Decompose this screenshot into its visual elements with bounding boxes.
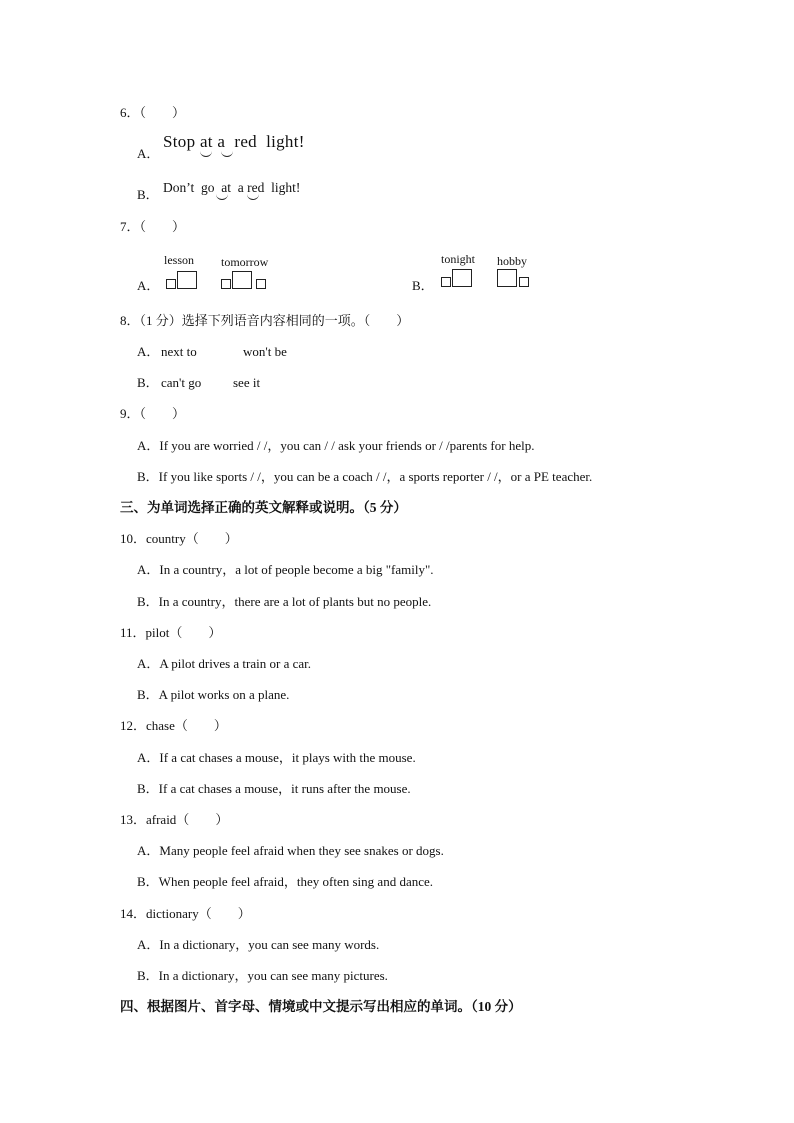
q7-b-w2-box-2 bbox=[519, 277, 529, 287]
q6-number: 6．（ bbox=[120, 105, 147, 120]
q6-b-link-arc-2 bbox=[247, 193, 259, 200]
q13-number: 13．afraid（ bbox=[120, 812, 190, 827]
q12-number: 12．chase（ bbox=[120, 718, 188, 733]
q7-a-word2: tomorrow bbox=[221, 255, 269, 269]
q6-a-link-arc-2 bbox=[221, 150, 233, 157]
q7-option-b[interactable] bbox=[412, 251, 552, 291]
q14-number: 14．dictionary（ bbox=[120, 906, 212, 921]
q11-option-b[interactable]: B．A pilot works on a plane. bbox=[137, 687, 290, 702]
q8-stem: 8．（1 分）选择下列语音内容相同的一项。（ ） bbox=[120, 313, 410, 328]
q12-stem bbox=[120, 718, 227, 734]
q14-option-b[interactable]: B．In a dictionary，you can see many pictures. bbox=[137, 968, 388, 983]
q8-option-a[interactable] bbox=[137, 344, 287, 360]
q7-a-w2-box-2 bbox=[232, 271, 252, 289]
q12-option-b[interactable]: B．If a cat chases a mouse，it runs after the mouse. bbox=[137, 781, 411, 796]
q13-option-b[interactable]: B．When people feel afraid，they often sing and dance. bbox=[137, 874, 433, 889]
q13-option-a[interactable]: A．Many people feel afraid when they see snakes or dogs. bbox=[137, 843, 444, 858]
q11-option-a[interactable]: A．A pilot drives a train or a car. bbox=[137, 656, 312, 671]
q8-b-phrase2: see it bbox=[233, 375, 261, 390]
q7-a-w2-box-3 bbox=[256, 279, 266, 289]
q9-option-a[interactable]: A．If you are worried / /，you can / / ask your friends or / /parents for help. bbox=[137, 438, 535, 453]
q7-a-w1-box-2 bbox=[177, 271, 197, 289]
q6-b-sentence bbox=[163, 180, 300, 196]
q10-option-a[interactable]: A．In a country，a lot of people become a big "family". bbox=[137, 562, 434, 577]
q9-stem bbox=[120, 406, 185, 422]
q8-a-phrase1: next to bbox=[161, 344, 197, 359]
q10-close: ） bbox=[224, 531, 238, 546]
q7-b-word2: hobby bbox=[497, 254, 527, 268]
q14-close: ） bbox=[237, 906, 251, 921]
q7-a-label: A． bbox=[137, 278, 160, 293]
q14-option-a[interactable]: A．In a dictionary，you can see many words. bbox=[137, 937, 380, 952]
q7-b-w1-box-2 bbox=[452, 269, 472, 287]
q8-b-phrase1: can't go bbox=[161, 375, 202, 390]
q8-option-b[interactable] bbox=[137, 375, 261, 391]
q6-b-label: B． bbox=[137, 187, 159, 202]
q7-a-w2-box-1 bbox=[221, 279, 231, 289]
q9-number: 9．（ bbox=[120, 406, 147, 421]
q10-option-b[interactable]: B．In a country，there are a lot of plants but no people. bbox=[137, 594, 432, 609]
q6-a-label: A． bbox=[137, 146, 160, 161]
q6-b-w4: a bbox=[237, 180, 244, 195]
section-3-heading: 三、为单词选择正确的英文解释或说明。（5 分） bbox=[120, 500, 407, 515]
q6-b-w2: go bbox=[201, 180, 215, 195]
q6-option-b[interactable] bbox=[137, 180, 301, 202]
q10-stem bbox=[120, 531, 238, 547]
q7-b-w2-box-1 bbox=[497, 269, 517, 287]
q8-a-phrase2: won't be bbox=[243, 344, 287, 359]
q9-option-b[interactable]: B．If you like sports / /，you can be a coach / /，a sports reporter / /，or a PE teacher. bbox=[137, 469, 593, 484]
q6-close: ） bbox=[172, 105, 186, 120]
q6-a-w2: at bbox=[199, 132, 213, 151]
q13-close: ） bbox=[215, 812, 229, 827]
q10-number: 10．country（ bbox=[120, 531, 199, 546]
q11-close: ） bbox=[208, 625, 222, 640]
q7-close: ） bbox=[172, 219, 186, 234]
q6-b-w5: red bbox=[247, 180, 265, 195]
q8-b-label: B． bbox=[137, 375, 159, 390]
q6-a-w4: red bbox=[234, 132, 257, 151]
q6-option-a[interactable] bbox=[137, 132, 305, 161]
q13-stem bbox=[120, 812, 228, 828]
q7-b-label: B． bbox=[412, 278, 434, 293]
q6-b-w3: at bbox=[221, 180, 232, 195]
q7-b-w1-box-1 bbox=[441, 277, 451, 287]
q7-a-w1-box-1 bbox=[166, 279, 176, 289]
q6-b-w1: Don’t bbox=[163, 180, 195, 195]
q7-a-word1: lesson bbox=[164, 253, 194, 267]
q12-close: ） bbox=[213, 718, 227, 733]
q6-stem bbox=[120, 105, 185, 121]
q7-b-word1: tonight bbox=[441, 252, 476, 266]
q14-stem bbox=[120, 906, 251, 922]
q11-number: 11．pilot（ bbox=[120, 625, 183, 640]
q7-stem bbox=[120, 219, 185, 235]
q12-option-a[interactable]: A．If a cat chases a mouse，it plays with the mouse. bbox=[137, 750, 416, 765]
q6-b-link-arc-1 bbox=[216, 193, 228, 200]
q6-a-link-arc-1 bbox=[200, 150, 212, 157]
q8-a-label: A． bbox=[137, 344, 160, 359]
q6-b-w6: light! bbox=[271, 180, 301, 195]
q7-number: 7．（ bbox=[120, 219, 147, 234]
q6-a-sentence bbox=[163, 134, 305, 150]
q9-close: ） bbox=[172, 406, 186, 421]
q6-a-w1: Stop bbox=[163, 132, 196, 151]
q11-stem bbox=[120, 625, 221, 641]
q6-a-w3: a bbox=[217, 132, 226, 151]
q6-a-w5: light! bbox=[266, 132, 305, 151]
section-4-heading: 四、根据图片、首字母、情境或中文提示写出相应的单词。（10 分） bbox=[120, 999, 522, 1014]
